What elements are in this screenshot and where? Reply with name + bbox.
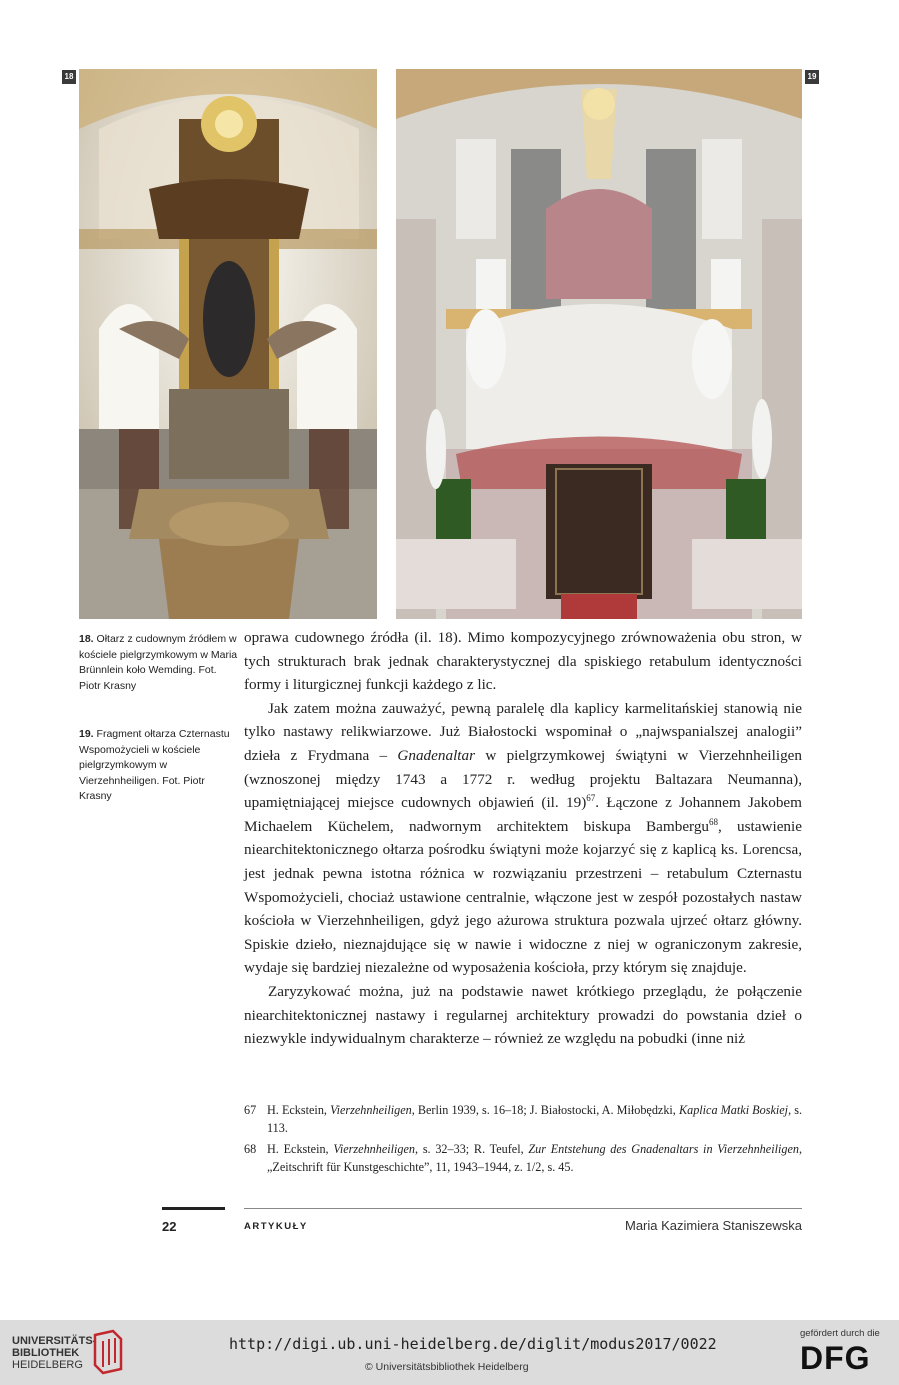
footer-rule-thin — [244, 1208, 802, 1209]
article-body — [244, 626, 802, 1051]
ub-logo-mark-icon — [91, 1329, 125, 1375]
paragraph-2: Jak zatem można zauważyć, pewną paralelę dla kaplicy karmelitańskiej stanowią nie tylko nastawy relikwiarzowe. Już Białostocki wspominał o „najwspanialszej analogii” dzieła z Frydmana – Gnadenaltar w pielgrzymkowej świątyni w Vierzehnheiligen (wznoszonej między 1743 a 1772 r. według projektu Baltazara Neumanna), upamiętniającej miejsce cudownych objawień (il. 19)$^{67}$. Łączone z Johannem Jakobem Michaelem Küchelem, nadwornym architektem biskupa Bambergu$^{68}$, ustawienie niearchitektonicznego ołtarza pośrodku świątyni może kojarzyć się z kaplicą ks. Lorencsa, jest jednak pewna istotna różnica w rozwiązaniu przestrzeni – retabulum Czternastu Wspomożycieli, chociaż ustawione centralnie, włączone jest w zespół pozostałych nastaw kościoła w Vierzehnheiligen, gdyż jego ażurowa struktura pozwala ujrzeć ołtarz główny. Spiskie dzieło, nieznajdujące się w nawie i widoczne z niej w ograniczonym zakresie, wydaje się bardziej niezależne od wyposażenia kościoła, przy którym się znajduje. — [244, 699, 803, 977]
caption-text: Ołtarz z cudownym źródłem w kościele pielgrzymkowym w Maria Brünnlein koło Wemding. Fot. Piotr Krasny — [79, 633, 238, 692]
figure-number-19: 19 — [805, 70, 819, 84]
caption-number: 19. — [79, 728, 94, 740]
running-author: Maria Kazimiera Staniszewska — [624, 1218, 802, 1233]
footnote-68: 68 H. Eckstein, Vierzehnheiligen, s. 32–33; R. Teufel, Zur Entstehung des Gnadenaltars in Vierzehnheiligen, „Zeitschrift für Kunstgeschichte”, 11, 1943–1944, z. 1/2, s. 45. — [244, 1142, 802, 1174]
permalink-url[interactable]: http://digi.ub.uni-heidelberg.de/diglit/modus2017/0022 — [229, 1335, 717, 1353]
caption-text: Fragment ołtarza Czternastu Wspomożycieli w kościele pielgrzymkowym w Vierzehnheiligen. Fot. Piotr Krasny — [79, 728, 230, 802]
footnotes — [244, 1101, 802, 1179]
dfg-logo[interactable]: DFG — [800, 1340, 871, 1376]
page-number: 22 — [162, 1219, 177, 1234]
figure-number-18: 18 — [62, 70, 76, 84]
dfg-label: gefördert durch die — [800, 1328, 880, 1339]
caption-number: 18. — [79, 633, 94, 645]
footnote-ref-67[interactable]: 67 — [586, 793, 596, 804]
caption-figure-19 — [79, 727, 239, 805]
footer-rule-bold — [162, 1207, 225, 1210]
ub-heidelberg-logo[interactable]: UNIVERSITÄTS- BIBLIOTHEK HEIDELBERG — [12, 1335, 97, 1371]
footnote-ref-68[interactable]: 68 — [709, 816, 719, 827]
photo-altar-vierzehnheiligen — [396, 69, 802, 619]
paragraph-1: oprawa cudownego źródła (il. 18). Mimo kompozycyjnego zrównoważenia obu stron, w tych strukturach brak jednak charakterystycznej dla spiskiego retabulum identyczności formy i liturgicznej funkcji każdego z lic. — [244, 629, 802, 694]
footnote-67: 67 H. Eckstein, Vierzehnheiligen, Berlin 1939, s. 16–18; J. Białostocki, A. Miłobędzki, Kaplica Matki Boskiej, s. 113. — [244, 1103, 802, 1135]
paragraph-3: Zaryzykować można, już na podstawie nawet krótkiego przeglądu, że połączenie niearchitektonicznej nastawy i regularnej architektury prowadzi do powstania dzieł o niezwykle indywidualnym charakterze – również ze względu na pobudki (inne niż — [244, 982, 802, 1048]
section-label: ARTYKUŁY — [244, 1221, 308, 1232]
copyright-notice: © Universitätsbibliothek Heidelberg — [365, 1361, 529, 1373]
photo-altar-maria-brunnlein — [79, 69, 377, 619]
caption-figure-18 — [79, 632, 239, 694]
